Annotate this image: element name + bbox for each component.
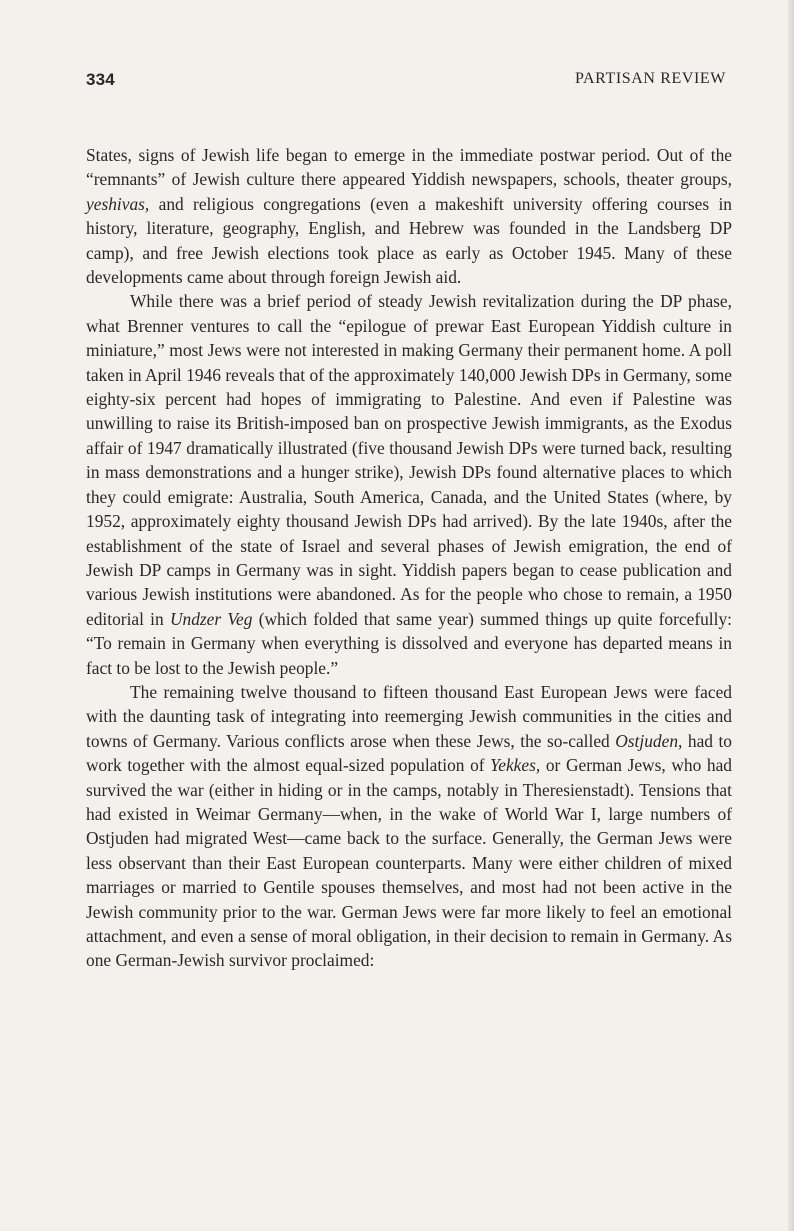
text-run: States, signs of Jewish life began to emerge in the immediate postwar period. Out of the “remnants” of Jewish culture there appeared Yiddish newspapers, schools, theater groups, (86, 145, 732, 190)
text-run: The remaining twelve thousand to fifteen thousand East European Jews were faced with the daunting task of integrating into reemerging Jewish communities in the cities and towns of Germany. Various conflicts arose when these Jews, the so-called (86, 681, 732, 751)
text-run: While there was a brief period of steady Jewish revitalization during the DP phase, what Brenner ventures to call the “epilogue of prewar East European Yiddish culture in miniature,” most Jews were not interested in making Germany their permanent home. A poll taken in April 1946 reveals that of the approximately 140,000 Jewish DPs in Germany, some eighty-six percent had hopes of immigrating to Palestine. And even if Palestine was unwilling to raise its British-imposed ban on prospective Jewish immigrants, as the Exodus affair of 1947 dramatically illustrated (five thousand Jewish DPs were turned back, resulting in mass demonstrations and a hunger strike), Jewish DPs found alternative places to which they could emigrate: Australia, South America, Canada, and the United States (where, by 1952, approximately eighty thousand Jewish DPs had arrived). By the late 1940s, after the establishment of the state of Israel and several phases of Jewish emigration, the end of Jewish DP camps in Germany was in sight. Yiddish papers began to cease publication and various Jewish institutions were abandoned. As for the people who chose to remain, a 1950 editorial in (86, 291, 732, 629)
italic-term-yekkes: Yekkes, (490, 755, 541, 776)
text-run: (which folded that same year) summed things up quite forcefully: “To remain in Germany when everything is dissolved and everyone has departed means in fact to be lost to the Jewish people.” (86, 608, 732, 678)
page-edge-shadow (788, 0, 794, 1231)
italic-term-ostjuden: Ostjuden, (615, 730, 683, 751)
text-run: had to work together with the almost equal-sized population of (86, 730, 732, 776)
page-number: 334 (86, 70, 115, 89)
running-head (86, 70, 726, 98)
journal-title: PARTISAN REVIEW (574, 70, 726, 87)
paragraph-1 (86, 143, 732, 289)
text-run: and religious congregations (even a makeshift university offering courses in history, literature, geography, English, and Hebrew was founded in the Landsberg DP camp), and free Jewish elections took place as early as October 1945. Many of these developments came about through foreign Jewish aid. (86, 193, 732, 288)
paragraph-2 (86, 289, 732, 680)
paragraph-3 (86, 680, 732, 973)
body-text (86, 143, 732, 973)
text-run: or German Jews, who had survived the war (either in hiding or in the camps, notably in Theresienstadt). Tensions that had existed in Weimar Germany—when, in the wake of World War I, large numbers of Ostjuden had migrated West—came back to the surface. Generally, the German Jews were less observant than their East European counterparts. Many were either children of mixed marriages or married to Gentile spouses themselves, and most had not been active in the Jewish community prior to the war. German Jews were far more likely to feel an emotional attachment, and even a sense of moral obligation, in their decision to remain in Germany. As one German-Jewish survivor proclaimed: (86, 755, 732, 971)
italic-term-yeshivas: yeshivas, (86, 193, 150, 214)
italic-title-undzer-veg: Undzer Veg (169, 608, 253, 629)
